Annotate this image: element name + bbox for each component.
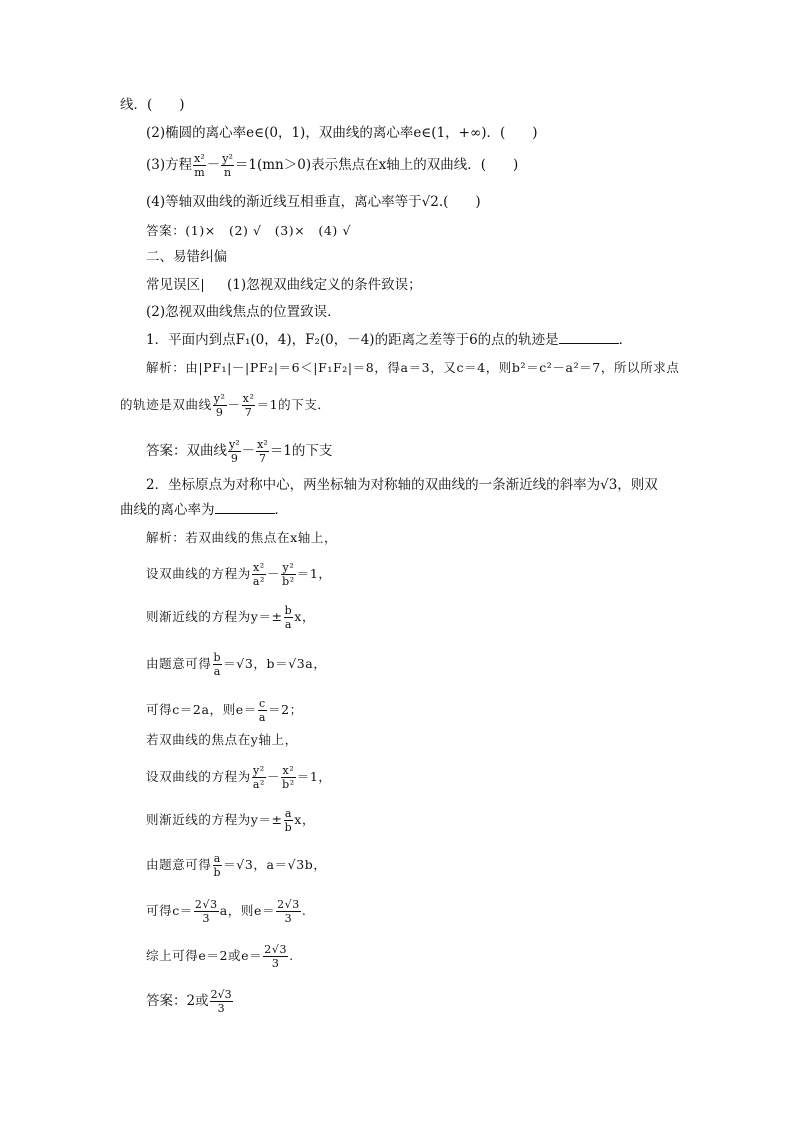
fraction-denominator: 7: [258, 452, 266, 465]
text-line: [146, 152, 518, 179]
fraction-numerator: y²: [229, 438, 240, 451]
fraction: [210, 988, 233, 1015]
text-fragment: 可得c＝: [146, 903, 193, 918]
solution-line: [146, 852, 326, 879]
text-fragment: ＝√3，b＝√3a，: [223, 656, 327, 671]
fraction-numerator: a: [284, 807, 293, 820]
fraction-denominator: a: [258, 711, 266, 724]
fraction-numerator: x²: [252, 561, 265, 574]
fraction: [252, 764, 266, 791]
text-fragment: ＝1，: [296, 566, 332, 581]
text-fragment: 由题意可得: [146, 656, 212, 671]
fraction-numerator: x²: [242, 392, 255, 405]
divider: [202, 279, 203, 292]
fraction-denominator: b: [284, 821, 293, 834]
text-fragment: 的轨迹是双曲线: [120, 397, 212, 412]
text-line: 线．( ): [120, 97, 185, 113]
fraction-denominator: 3: [284, 912, 293, 925]
question-line: 2．坐标原点为对称中心，两坐标轴为对称轴的双曲线的一条渐近线的斜率为√3，则双: [146, 477, 658, 493]
solution-line: 解析：由|PF₁|－|PF₂|＝6＜|F₁F₂|＝8，得a＝3，又c＝4，则b²＝c²－a²＝7，所以所求点: [146, 360, 680, 375]
solution-line: 解析：若双曲线的焦点在x轴上，: [146, 530, 338, 545]
fraction-numerator: y²: [252, 764, 265, 777]
fraction-numerator: y²: [213, 392, 226, 405]
fraction-denominator: b²: [282, 575, 295, 588]
text-fragment: 1．平面内到点F₁(0，4)，F₂(0，－4)的距离之差等于6的点的轨迹是: [146, 332, 559, 348]
fraction: [242, 392, 256, 419]
text-fragment: 综上可得e＝2或e＝: [146, 948, 263, 963]
fraction-numerator: x²: [257, 438, 268, 451]
fraction-numerator: c: [259, 697, 266, 710]
fraction-denominator: 7: [244, 406, 253, 419]
text-fragment: 曲线的离心率为: [120, 502, 215, 518]
text-fragment: 答案：2或: [146, 993, 209, 1009]
fraction-denominator: b²: [282, 778, 295, 791]
fraction-denominator: 3: [271, 957, 280, 970]
solution-line: [146, 943, 294, 970]
fraction: [193, 152, 206, 179]
operator: －: [227, 397, 241, 412]
answer-line: [146, 438, 332, 465]
text-fragment: (1)忽视双曲线定义的条件致误；: [227, 277, 422, 293]
text-fragment: 可得c＝2a，则e＝: [146, 702, 257, 717]
solution-line: [146, 764, 332, 791]
fraction: [221, 152, 234, 179]
fraction: [213, 651, 223, 678]
operator: －: [266, 566, 281, 581]
text-fragment: x，: [294, 609, 316, 624]
text-line: (2)椭圆的离心率e∈(0，1)，双曲线的离心率e∈(1，+∞)．( ): [146, 125, 538, 141]
fraction-denominator: 9: [215, 406, 224, 419]
fraction-denominator: 3: [217, 1002, 225, 1015]
fraction-denominator: a²: [252, 778, 265, 791]
fraction: [281, 561, 296, 588]
text-fragment: 则渐近线的方程为y＝±: [146, 609, 283, 624]
fraction-numerator: 2√3: [194, 898, 218, 911]
fraction: [258, 697, 267, 724]
answer-line: 答案：(1)× (2) √ (3)× (4) √: [146, 223, 352, 238]
text-line: [146, 276, 422, 294]
text-line: (4)等轴双曲线的渐近线互相垂直，离心率等于√2.( ): [146, 194, 481, 210]
solution-line: [146, 898, 306, 925]
text-fragment: x，: [294, 812, 316, 827]
operator: －: [266, 769, 281, 784]
solution-line: [146, 697, 303, 724]
fraction-numerator: 2√3: [210, 988, 232, 1001]
text-line: (2)忽视双曲线焦点的位置致误．: [146, 304, 341, 320]
fraction-numerator: y²: [222, 152, 233, 165]
fraction-numerator: a: [213, 852, 221, 865]
fraction-denominator: a²: [252, 575, 265, 588]
text-fragment: .: [301, 903, 307, 918]
fraction: [213, 852, 223, 879]
text-fragment: (3)方程: [146, 157, 193, 173]
solution-line: [146, 604, 315, 631]
section-heading: 二、易错纠偏: [146, 249, 227, 265]
text-fragment: .: [289, 948, 294, 963]
fraction: [228, 438, 241, 465]
fraction-denominator: m: [194, 166, 205, 179]
text-fragment: 则渐近线的方程为y＝±: [146, 812, 283, 827]
fraction-numerator: b: [284, 604, 293, 617]
text-fragment: 由题意可得: [146, 857, 212, 872]
fraction-denominator: 9: [230, 452, 238, 465]
text-fragment: ＝1的下支: [269, 443, 333, 459]
text-fragment: a，则e＝: [219, 903, 276, 918]
solution-line: [120, 392, 331, 419]
question-line: [120, 501, 288, 519]
text-fragment: ＝1(mn＞0)表示焦点在x轴上的双曲线．( ): [234, 157, 519, 173]
fraction-numerator: 2√3: [277, 898, 300, 911]
solution-line: 若双曲线的焦点在y轴上，: [146, 732, 298, 747]
operator: －: [241, 443, 256, 459]
fraction: [276, 898, 301, 925]
text-fragment: ＝2；: [267, 702, 303, 717]
fraction: [284, 604, 294, 631]
text-fragment: ＝1，: [296, 769, 332, 784]
fraction: [284, 807, 294, 834]
fraction-denominator: b: [213, 866, 222, 879]
text-fragment: 常见误区: [146, 277, 200, 293]
text-fragment: ＝1的下支．: [256, 397, 331, 412]
fraction-denominator: 3: [202, 912, 211, 925]
fraction: [252, 561, 266, 588]
text-fragment: ＝√3，a＝√3b，: [223, 857, 327, 872]
solution-line: [146, 651, 326, 678]
text-fragment: ．: [274, 502, 288, 518]
solution-line: [146, 561, 332, 588]
fraction-numerator: y²: [282, 561, 295, 574]
answer-line: [146, 988, 234, 1015]
solution-line: [146, 807, 315, 834]
fraction-numerator: b: [213, 651, 222, 664]
text-fragment: 答案：双曲线: [146, 443, 227, 459]
fraction-numerator: x²: [282, 764, 295, 777]
fraction-denominator: a: [213, 665, 221, 678]
fraction-denominator: n: [224, 166, 232, 179]
fraction: [213, 392, 227, 419]
fraction: [263, 943, 288, 970]
text-fragment: 设双曲线的方程为: [146, 566, 251, 581]
answer-blank: [559, 331, 619, 344]
fraction-numerator: x²: [194, 152, 205, 165]
fraction-denominator: a: [284, 618, 293, 631]
operator: －: [206, 157, 221, 173]
fraction: [194, 898, 219, 925]
fraction-numerator: 2√3: [264, 943, 288, 956]
fraction: [281, 764, 296, 791]
text-fragment: ．: [618, 332, 633, 348]
fraction: [256, 438, 269, 465]
question-line: [146, 331, 632, 349]
answer-blank: [215, 501, 275, 514]
text-fragment: 设双曲线的方程为: [146, 769, 251, 784]
